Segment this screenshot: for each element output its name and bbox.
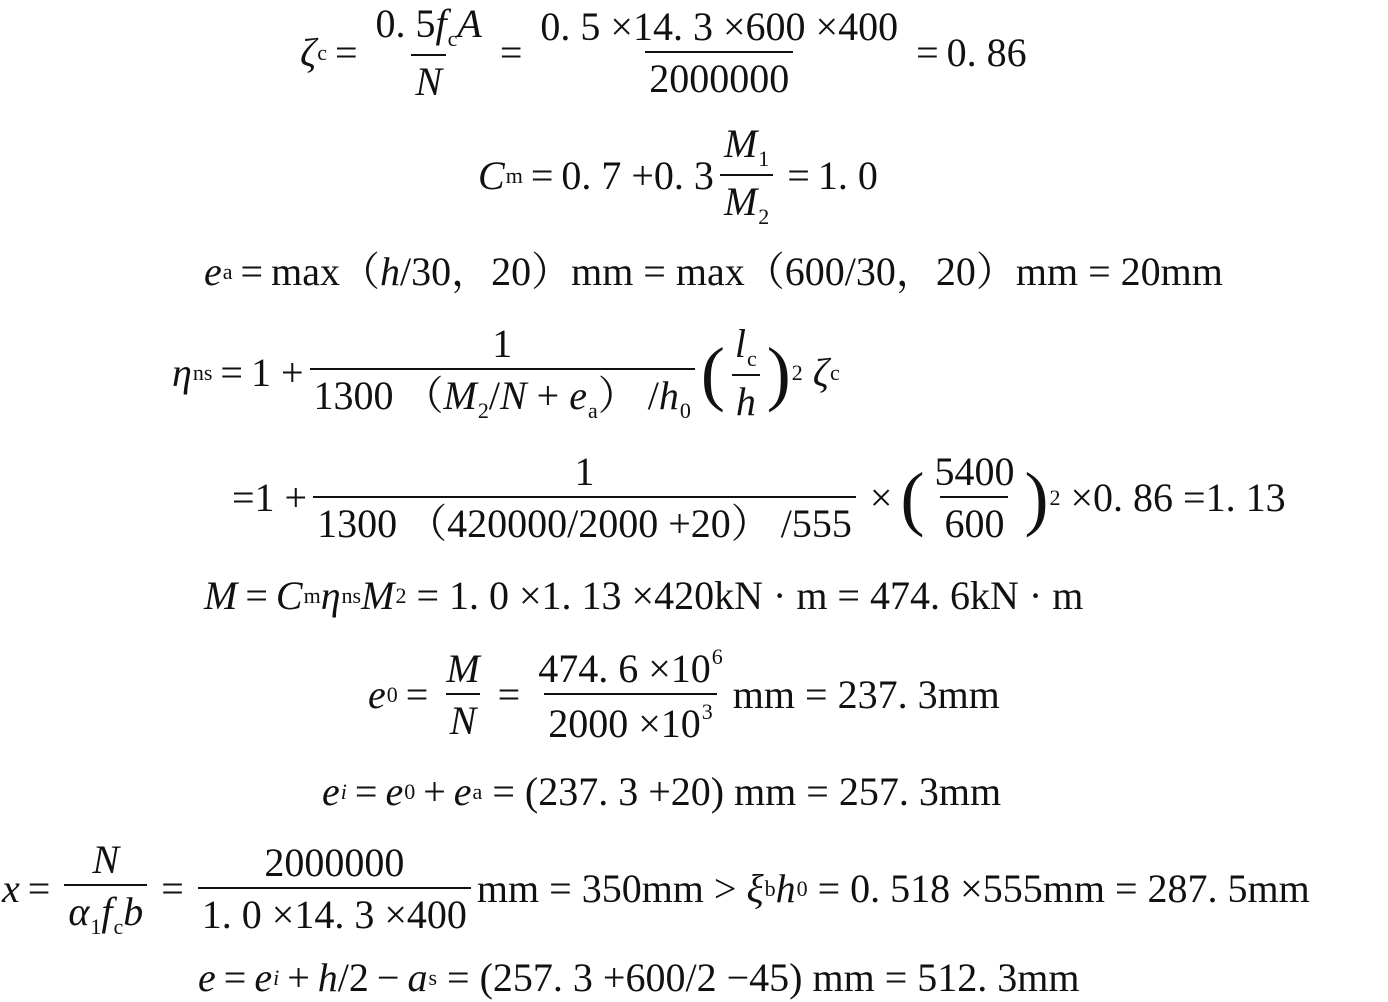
slenderness-ratio: $\frac{l_c}{h}$ (731, 324, 761, 422)
equation-cm: C m = 0. 7 +0. 3 $\frac{M_1}{M_2}$ = 1. 0 (478, 121, 878, 229)
equation-e0: e 0 = $\frac{M}{N}$ = $\frac{474. 6 \times 10^6}{2000 \times 10^3}$ mm = 237. 3mm (368, 644, 1000, 746)
equation-ei: e i = e 0 + e a = (237. 3 +20) mm = 257. 3mm (322, 769, 1002, 814)
equation-eta-ns-value: =1 + $\frac{1}{1300 (420000/2000 +20) /555}$ × ( $\frac{5400}{600}$ ) 2 ×0. 86 =1. 13 (232, 449, 1286, 546)
equation-design-moment: M = C m η ns M 2 = 1. 0 ×1. 13 ×420kN · m = 474. 6kN · m (204, 573, 1084, 618)
equation-ea: e a = max（ h /30，20）mm = max（600/30，20）mm = 20mm (204, 249, 1223, 294)
eta-fraction: $\frac{1}{1300 (M_2/N + e_a) /h_0}$ (310, 324, 695, 422)
fraction-numeric: $\frac{0. 5 \times 14. 3 \times 600 \times 400}{2000000}$ (540, 4, 899, 101)
equation-eta-ns: η ns = 1 + $\frac{1}{1300 (M_2/N + e_a) /h_0}$ ( $\frac{l_c}{h}$ ) 2 ζ c (172, 321, 840, 424)
fraction-symbolic: $\frac{0. 5f_cA}{N}$ (375, 1, 482, 104)
equation-zeta-c: ζ c = $\frac{0. 5f_cA}{N}$ = $\frac{0. 5 \times 14. 3 \times 600 \times 400}{2000000}$ = 0. 86 (300, 1, 1027, 104)
result-value: 0. 86 (946, 30, 1027, 75)
zeta-symbol: ζ (300, 30, 317, 75)
moment-ratio: $\frac{M_1}{M_2}$ (720, 124, 773, 228)
equation-x: x = $\frac{N}{\alpha_1f_cb}$ = $\frac{2000000}{1. 0 \times 14. 3 \times 400}$ mm = 350mm > ξ b h 0 = 0. 518 ×555mm = 287. 5mm (2, 837, 1310, 939)
equation-e: e = e i + h /2 − a s = (257. 3 +600/2 −45) mm = 512. 3mm (198, 955, 1080, 1000)
